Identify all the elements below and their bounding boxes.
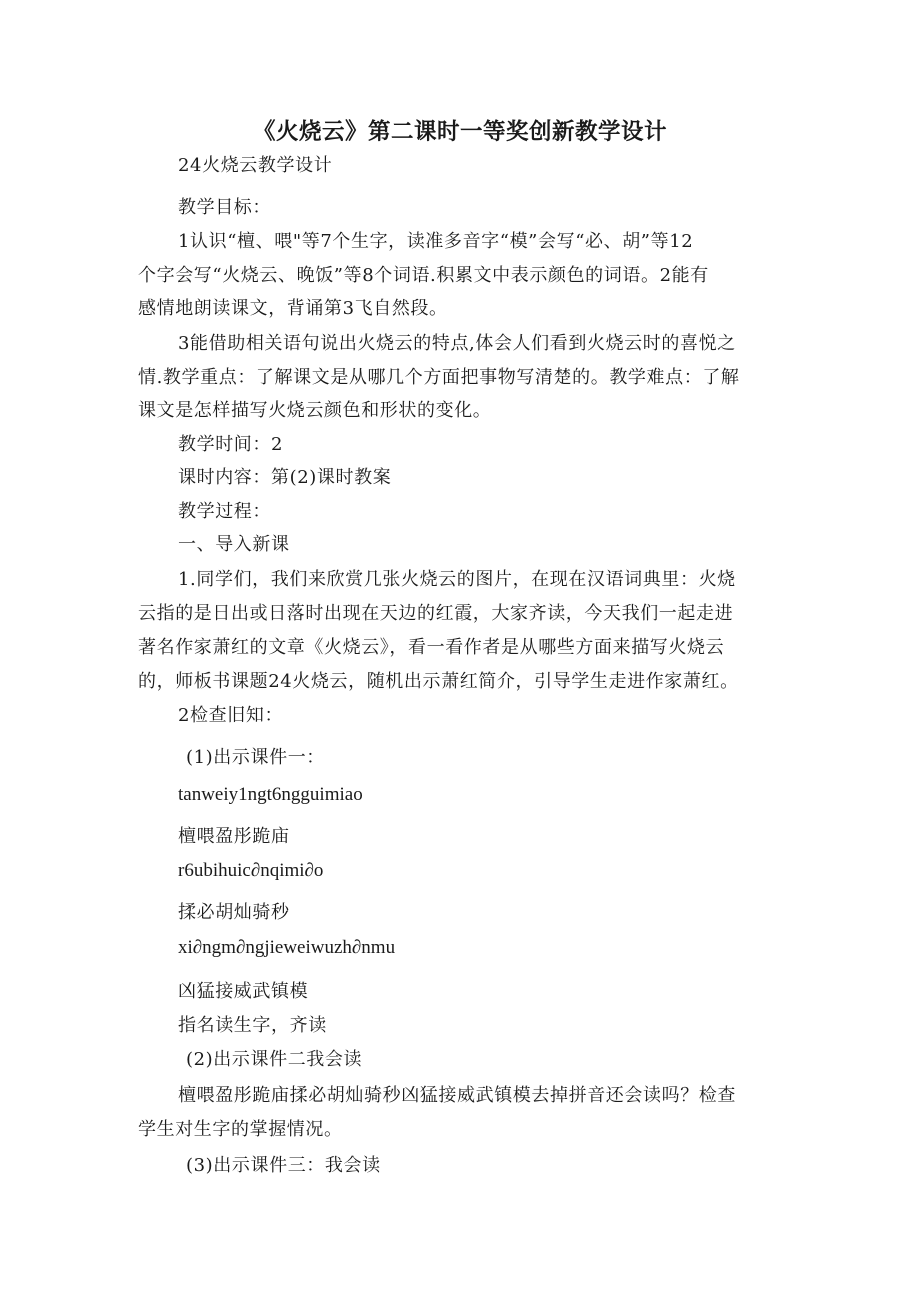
characters-line: 揉必胡灿骑秒 — [178, 902, 290, 923]
teaching-time-line: 教学时间：2 — [178, 434, 284, 455]
characters-line: 凶猛接威武镇模 — [178, 981, 309, 1002]
paragraph-line: 3能借助相关语句说出火烧云的特点,体会人们看到火烧云时的喜悦之 — [178, 333, 736, 354]
courseware-item: (3)出示课件三：我会读 — [186, 1155, 381, 1176]
characters-line: 檀喂盈彤跪庙 — [178, 826, 290, 847]
section-heading-objectives: 教学目标： — [178, 197, 271, 218]
lesson-content-line: 课时内容：第(2)课时教案 — [178, 467, 392, 488]
paragraph-line: 情.教学重点：了解课文是从哪几个方面把事物写清楚的。教学难点：了解 — [138, 367, 740, 388]
courseware-item: (2)出示课件二我会读 — [186, 1049, 363, 1070]
paragraph-line: 1.同学们，我们来欣赏几张火烧云的图片，在现在汉语词典里：火烧 — [178, 569, 736, 590]
paragraph-line: 课文是怎样描写火烧云颜色和形状的变化。 — [138, 400, 492, 421]
paragraph-line: 的，师板书课题24火烧云，随机出示萧红简介，引导学生走进作家萧红。 — [138, 671, 739, 692]
pinyin-line: tanweiy1ngt6ngguimiao — [178, 784, 363, 805]
paragraph-line: 檀喂盈彤跪庙揉必胡灿骑秒凶猛接威武镇模去掉拼音还会读吗？检查 — [178, 1085, 736, 1106]
pinyin-line: r6ubihuic∂nqimi∂o — [178, 860, 324, 881]
section-heading-review: 2检查旧知： — [178, 705, 284, 726]
paragraph-line: 1认识“檀、喂"等7个生字，读准多音字“模”会写“必、胡”等12 — [178, 231, 694, 252]
paragraph-line: 云指的是日出或日落时出现在天边的红霞，大家齐读，今天我们一起走进 — [138, 603, 734, 624]
paragraph-line: 著名作家萧红的文章《火烧云》，看一看作者是从哪些方面来描写火烧云 — [138, 637, 725, 658]
paragraph-line: 个字会写“火烧云、晚饭”等8个词语.积累文中表示颜色的词语。2能有 — [138, 265, 709, 286]
section-heading-process: 教学过程： — [178, 501, 271, 522]
paragraph-line: 指名读生字，齐读 — [178, 1015, 327, 1036]
pinyin-line: xi∂ngm∂ngjieweiwuzh∂nmu — [178, 937, 396, 958]
courseware-item: (1)出示课件一： — [186, 747, 325, 768]
paragraph-line: 感情地朗读课文，背诵第3飞自然段。 — [138, 298, 448, 319]
section-heading-intro: 一、导入新课 — [178, 534, 290, 555]
document-title: 《火烧云》第二课时一等奖创新教学设计 — [252, 119, 667, 145]
paragraph-line: 学生对生字的掌握情况。 — [138, 1119, 343, 1140]
subtitle-line: 24火烧云教学设计 — [178, 155, 333, 176]
